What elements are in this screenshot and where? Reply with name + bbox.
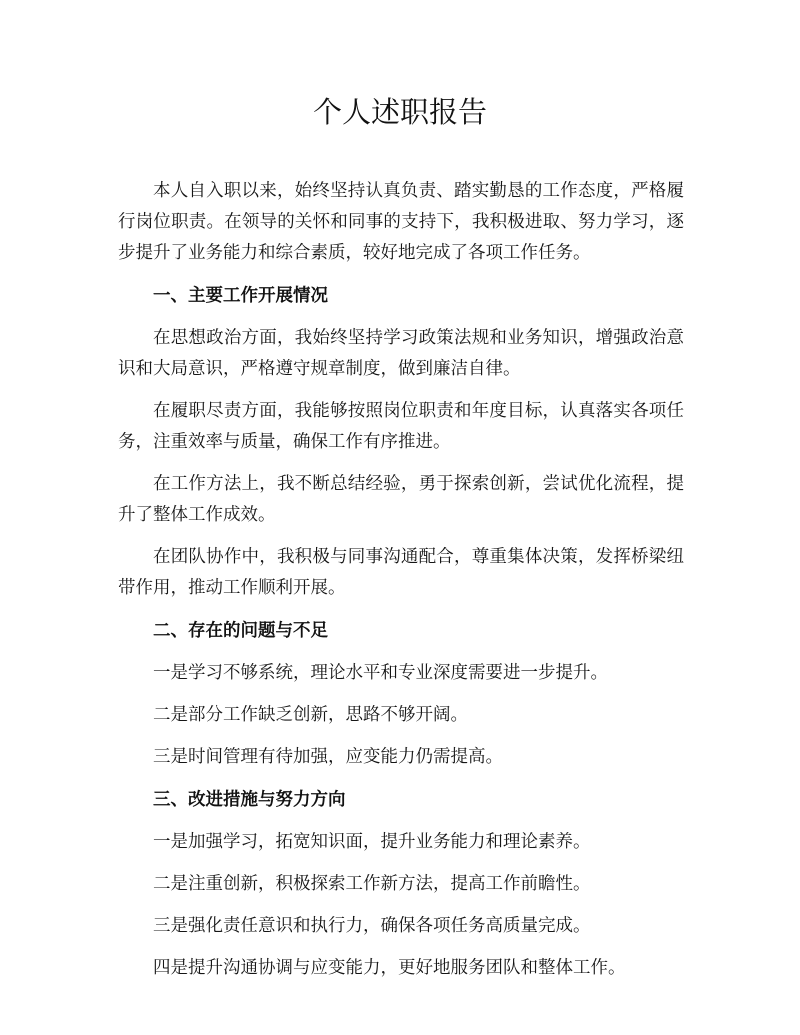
section-heading-3: 三、改进措施与努力方向 [153, 790, 346, 810]
section-3-item-1: 一是加强学习，拓宽知识面，提升业务能力和理论素养。 [153, 832, 591, 852]
spacer [118, 942, 684, 953]
section-3-item-2: 二是注重创新，积极探索工作新方法，提高工作前瞻性。 [153, 874, 591, 894]
spacer [118, 312, 684, 323]
spacer [118, 647, 684, 658]
section-3-item-4: 四是提升沟通协调与应变能力，更好地服务团队和整体工作。 [153, 958, 626, 978]
section-3-item-3: 三是强化责任意识和执行力，确保各项任务高质量完成。 [153, 916, 591, 936]
spacer [118, 458, 684, 469]
spacer [118, 604, 684, 616]
section-heading-2: 二、存在的问题与不足 [153, 621, 328, 641]
section-2-item-2: 二是部分工作缺乏创新，思路不够开阔。 [153, 705, 468, 725]
section-1-paragraph-1: 在思想政治方面，我始终坚持学习政策法规和业务知识，增强政治意识和大局意识，严格遵守规章制度，做到廉洁自律。 [118, 328, 684, 379]
spacer [118, 773, 684, 785]
spacer [118, 689, 684, 700]
spacer [118, 731, 684, 742]
section-2-item-3: 三是时间管理有待加强，应变能力仍需提高。 [153, 747, 503, 767]
section-heading-1: 一、主要工作开展情况 [153, 286, 328, 306]
section-2-item-1: 一是学习不够系统，理论水平和专业深度需要进一步提升。 [153, 663, 608, 683]
section-1-paragraph-4: 在团队协作中，我积极与同事沟通配合，尊重集体决策，发挥桥梁纽带作用，推动工作顺利开展。 [118, 547, 684, 598]
spacer [118, 385, 684, 396]
intro-paragraph: 本人自入职以来，始终坚持认真负责、踏实勤恳的工作态度，严格履行岗位职责。在领导的关怀和同事的支持下，我积极进取、努力学习，逐步提升了业务能力和综合素质，较好地完成了各项工作任务。 [118, 181, 684, 263]
document-title: 个人述职报告 [312, 95, 487, 129]
document-body [118, 176, 684, 984]
spacer [118, 858, 684, 869]
spacer [118, 816, 684, 827]
section-1-paragraph-2: 在履职尽责方面，我能够按照岗位职责和年度目标，认真落实各项任务，注重效率与质量，确保工作有序推进。 [118, 401, 684, 452]
spacer [118, 900, 684, 911]
spacer [118, 269, 684, 281]
spacer [118, 531, 684, 542]
section-1-paragraph-3: 在工作方法上，我不断总结经验，勇于探索创新，尝试优化流程，提升了整体工作成效。 [118, 474, 684, 525]
